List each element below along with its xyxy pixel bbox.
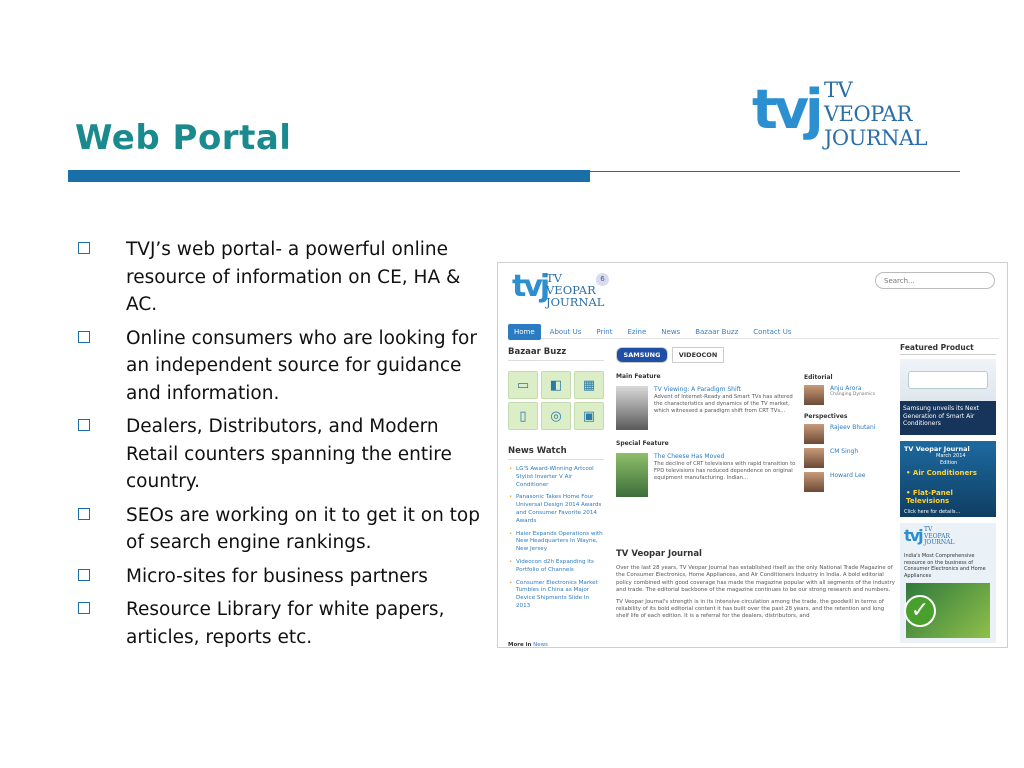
right-column [900, 343, 996, 648]
magazine-edition: Edition [940, 460, 958, 466]
checkbox-bullet-icon [78, 569, 90, 581]
perspective-author[interactable] [804, 472, 894, 492]
more-in-news [508, 642, 548, 648]
promo-logo-mark: tvj [904, 526, 922, 545]
left-column [508, 347, 604, 647]
special-feature-thumbnail[interactable] [616, 453, 648, 497]
checkbox-bullet-icon [78, 508, 90, 520]
site-logo-line-1: TV [546, 271, 562, 285]
brand-logos [616, 347, 802, 363]
editorial-section [804, 374, 894, 492]
about-body [616, 565, 896, 625]
air-conditioner-icon[interactable]: ▦ [574, 371, 604, 399]
nav-print[interactable]: Print [596, 328, 613, 336]
news-item[interactable]: • Videocon d2h Expanding its Portfolio of Channels [508, 559, 604, 575]
videocon-logo[interactable]: VIDEOCON [672, 347, 724, 363]
special-feature-story [616, 453, 802, 497]
site-logo-line-2: VEOPAR [546, 283, 596, 297]
bullet-item: Online consumers who are looking for an independent source for guidance and information. [78, 325, 490, 408]
perspective-author[interactable] [804, 424, 894, 444]
nav-ezine[interactable]: Ezine [627, 328, 647, 336]
tvj-logo [752, 78, 952, 160]
news-item[interactable]: • Panasonic Takes Home Four Universal Design 2014 Awards and Consumer Favorite 2014 Awards [508, 494, 604, 525]
samsung-logo[interactable]: SAMSUNG [616, 347, 668, 363]
promo-text: India's Most Comprehensive resource on the business of Consumer Electronics and Home Appliances [904, 553, 986, 579]
main-feature-thumbnail[interactable] [616, 386, 648, 430]
website-screenshot [497, 262, 1008, 648]
avatar [804, 424, 824, 444]
news-item[interactable]: • Haier Expands Operations with New Headquarters In Wayne, New Jersey [508, 531, 604, 554]
promo-line-1: TV [924, 526, 933, 533]
news-list [508, 466, 604, 611]
featured-product-heading: Featured Product [900, 343, 996, 355]
magazine-banner[interactable] [900, 441, 996, 517]
magazine-item: • Air Conditioners [906, 469, 977, 477]
bullet-item: Micro-sites for business partners [78, 563, 490, 591]
about-heading: TV Veopar Journal [616, 549, 702, 559]
logo-line-3: JOURNAL [824, 126, 928, 150]
news-item[interactable]: • LG'S Award-Winning Artcool Stylist Inverter V Air Conditioner [508, 466, 604, 489]
special-feature-body: The decline of CRT televisions with rapid transition to FPD televisions has reduced dependence on original equipment manufacturing. Indian... [654, 461, 796, 482]
news-watch-heading: News Watch [508, 446, 604, 460]
nav-contact-us[interactable]: Contact Us [753, 328, 792, 336]
refrigerator-icon[interactable]: ▯ [508, 402, 538, 430]
main-feature-body: Advent of Internet-Ready and Smart TVs has altered the characteristics and dynamics of the TV market, which witnessed a paradigm shift from CRT TVs... [654, 394, 793, 415]
promo-line-2: VEOPAR [924, 532, 950, 540]
site-logo-badge: 6 [596, 273, 609, 286]
nav-bazaar-buzz[interactable]: Bazaar Buzz [695, 328, 739, 336]
magazine-name: TV Veopar Journal [904, 445, 970, 453]
main-feature-title[interactable]: TV Viewing: A Paradigm Shift [654, 386, 741, 393]
editorial-author[interactable] [804, 385, 894, 405]
news-item[interactable]: • Consumer Electronics Market Tumbles in China as Major Device Shipments Slide In 2013 [508, 580, 604, 611]
logo-wordmark [824, 78, 927, 150]
avatar [804, 448, 824, 468]
promo-banner[interactable] [900, 523, 996, 643]
promo-wordmark [924, 527, 954, 547]
promo-line-3: JOURNAL [924, 539, 955, 546]
washing-machine-icon[interactable]: ◎ [541, 402, 571, 430]
checkmark-icon: ✓ [904, 595, 936, 627]
bullet-item: SEOs are working on it to get it on top of search engine rankings. [78, 502, 490, 557]
site-nav [508, 319, 999, 339]
title-accent-bar [68, 170, 590, 182]
main-feature-story [616, 386, 802, 430]
logo-mark: tvj [752, 78, 820, 141]
main-feature-label: Main Feature [616, 373, 661, 380]
perspectives-label: Perspectives [804, 413, 848, 420]
checkbox-bullet-icon [78, 242, 90, 254]
author-name[interactable]: CM Singh [830, 448, 859, 455]
special-feature-label: Special Feature [616, 440, 669, 447]
site-logo-mark[interactable]: tvj [512, 269, 548, 304]
special-feature-title[interactable]: The Cheese Has Moved [654, 453, 725, 460]
featured-product-caption: Samsung unveils its Next Generation of Smart Air Conditioners [903, 405, 980, 427]
checkbox-bullet-icon [78, 331, 90, 343]
magazine-issue: March 2014 [936, 453, 966, 459]
author-name[interactable]: Howard Lee [830, 472, 866, 479]
bullet-item: Resource Library for white papers, articles, reports etc. [78, 596, 490, 651]
tv-icon[interactable]: ▭ [508, 371, 538, 399]
bullet-list [78, 236, 490, 657]
logo-line-2: VEOPAR [824, 102, 912, 126]
magazine-cta[interactable]: Click here for details... [904, 509, 961, 515]
about-paragraph: TV Veopar Journal's strength is in its intensive circulation among the trade, the goodwill in terms of reliability of its bold editorial content it has built over the past 28 years, and the retention and long shelf life of each edition. It is a referral for the dealers, distributors, and [616, 598, 885, 620]
appliance-icon[interactable]: ◧ [541, 371, 571, 399]
feature-block [616, 347, 802, 497]
bullet-item: TVJ’s web portal- a powerful online resource of information on CE, HA & AC. [78, 236, 490, 319]
nav-about-us[interactable]: About Us [549, 328, 582, 336]
category-icon-grid [508, 371, 604, 430]
microwave-icon[interactable]: ▣ [574, 402, 604, 430]
bazaar-buzz-heading: Bazaar Buzz [508, 347, 604, 361]
magazine-item: • Flat-Panel Televisions [906, 489, 953, 505]
nav-home[interactable]: Home [508, 324, 541, 340]
author-subtitle: Changing Dynamics [830, 392, 876, 397]
checkbox-bullet-icon [78, 419, 90, 431]
editorial-label: Editorial [804, 374, 833, 381]
avatar [804, 472, 824, 492]
featured-product-banner[interactable] [900, 359, 996, 435]
author-name[interactable]: Anju Arora [830, 385, 862, 392]
author-name[interactable]: Rajeev Bhutani [830, 424, 876, 431]
site-logo-line-3: JOURNAL [546, 295, 605, 309]
avatar [804, 385, 824, 405]
about-paragraph: Over the last 28 years, TV Veopar Journal has established itself as the only National Trade Magazine of the Consumer Electronics, Home Appliances, and Air Conditioners Industry in India. A bold editorial policy combined with good coverage has made the magazine popular with all segments of the industry and trade. The editorial backbone of the magazine continues to be our strong research and numbers. [616, 565, 895, 594]
perspective-author[interactable] [804, 448, 894, 468]
checkbox-bullet-icon [78, 602, 90, 614]
more-news-link[interactable]: News [533, 642, 549, 648]
slide-title: Web Portal [75, 118, 292, 158]
search-input[interactable]: Search... [875, 272, 995, 289]
air-conditioner-image [908, 371, 988, 389]
nav-news[interactable]: News [661, 328, 681, 336]
middle-column [616, 347, 894, 647]
bullet-item: Dealers, Distributors, and Modern Retail counters spanning the entire country. [78, 413, 490, 496]
logo-line-1: TV [824, 78, 853, 102]
more-in-label: More in [508, 642, 532, 648]
